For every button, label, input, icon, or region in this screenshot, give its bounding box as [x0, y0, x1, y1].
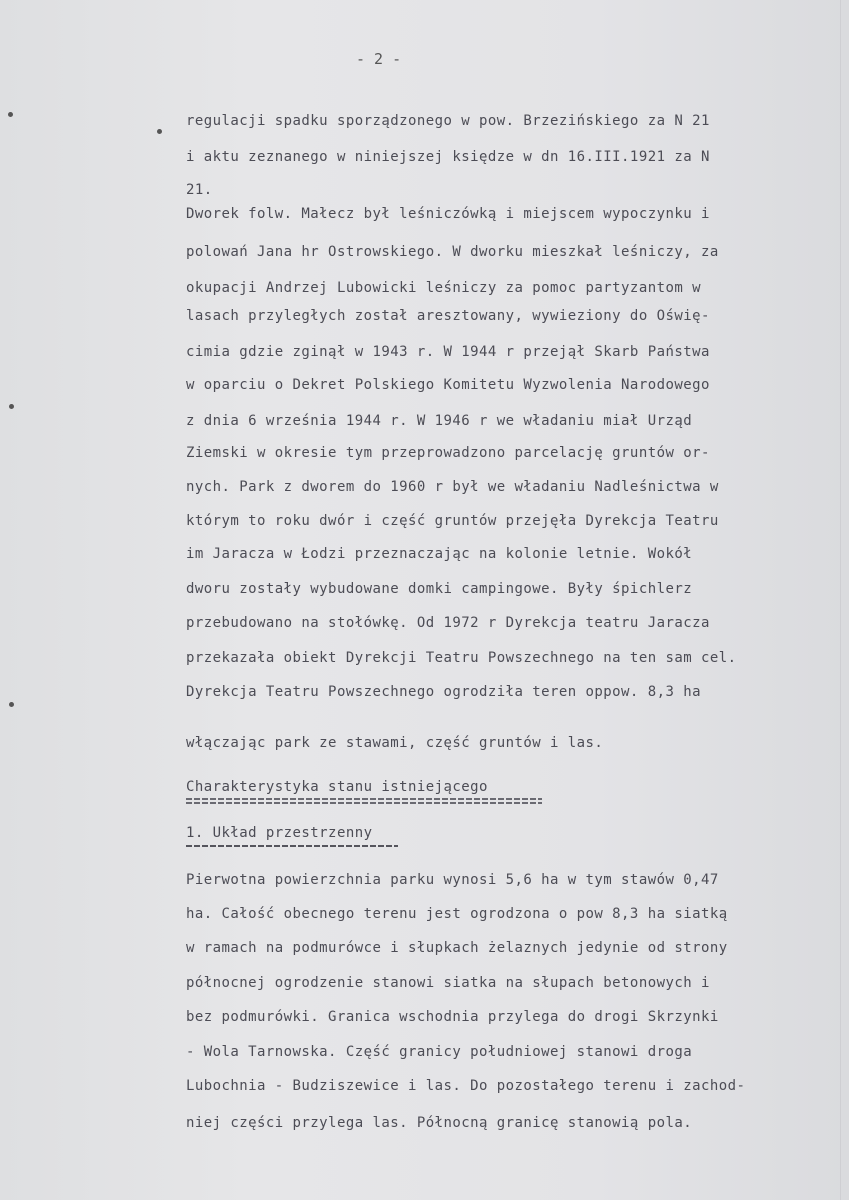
text-line: bez podmurówki. Granica wschodnia przylega do drogi Skrzynki	[186, 1009, 719, 1025]
margin-mark	[9, 404, 14, 409]
text-line: którym to roku dwór i część gruntów przejęła Dyrekcja Teatru	[186, 513, 719, 529]
text-line: regulacji spadku sporządzonego w pow. Brzezińskiego za N 21	[186, 113, 710, 129]
text-line: im Jaracza w Łodzi przeznaczając na kolonie letnie. Wokół	[186, 546, 693, 562]
text-line: i aktu zeznanego w niniejszej księdze w dn 16.III.1921 za N	[186, 149, 710, 165]
text-line: włączając park ze stawami, część gruntów i las.	[186, 735, 604, 751]
text-line: dworu zostały wybudowane domki campingowe. Były śpichlerz	[186, 581, 693, 597]
text-line: 21.	[186, 182, 213, 198]
text-line: Pierwotna powierzchnia parku wynosi 5,6 ha w tym stawów 0,47	[186, 872, 719, 888]
margin-mark	[8, 112, 13, 117]
margin-mark	[9, 702, 14, 707]
text-line: Lubochnia - Budziszewice i las. Do pozostałego terenu i zachod-	[186, 1078, 746, 1094]
text-line: w ramach na podmurówce i słupkach żelaznych jedynie od strony	[186, 940, 728, 956]
section-heading: Charakterystyka stanu istniejącego	[186, 779, 488, 795]
text-line: niej części przylega las. Północną granicę stanowią pola.	[186, 1115, 693, 1131]
text-line: okupacji Andrzej Lubowicki leśniczy za pomoc partyzantom w	[186, 280, 701, 296]
text-line: Dworek folw. Małecz był leśniczówką i miejscem wypoczynku i	[186, 206, 710, 222]
text-line: przekazała obiekt Dyrekcji Teatru Powszechnego na ten sam cel.	[186, 650, 737, 666]
text-line: - Wola Tarnowska. Część granicy południowej stanowi droga	[186, 1044, 693, 1060]
text-line: w oparciu o Dekret Polskiego Komitetu Wyzwolenia Narodowego	[186, 377, 710, 393]
text-line: cimia gdzie zginął w 1943 r. W 1944 r przejął Skarb Państwa	[186, 344, 710, 360]
subheading-underline	[186, 845, 398, 847]
page-edge	[840, 0, 841, 1200]
text-line: nych. Park z dworem do 1960 r był we władaniu Nadleśnictwa w	[186, 479, 719, 495]
subsection-heading: 1. Układ przestrzenny	[186, 825, 373, 841]
heading-double-underline	[186, 798, 542, 805]
text-line: Dyrekcja Teatru Powszechnego ogrodziła teren oppow. 8,3 ha	[186, 684, 701, 700]
text-line: ha. Całość obecnego terenu jest ogrodzona o pow 8,3 ha siatką	[186, 906, 728, 922]
page-number: - 2 -	[356, 50, 402, 68]
text-line: Ziemski w okresie tym przeprowadzono parcelację gruntów or-	[186, 445, 710, 461]
text-line: polowań Jana hr Ostrowskiego. W dworku mieszkał leśniczy, za	[186, 244, 719, 260]
text-line: północnej ogrodzenie stanowi siatka na słupach betonowych i	[186, 975, 710, 991]
text-line: lasach przyległych został aresztowany, wywieziony do Oświę-	[186, 308, 710, 324]
margin-mark	[157, 129, 162, 134]
text-line: z dnia 6 września 1944 r. W 1946 r we władaniu miał Urząd	[186, 413, 693, 429]
text-line: przebudowano na stołówkę. Od 1972 r Dyrekcja teatru Jaracza	[186, 615, 710, 631]
